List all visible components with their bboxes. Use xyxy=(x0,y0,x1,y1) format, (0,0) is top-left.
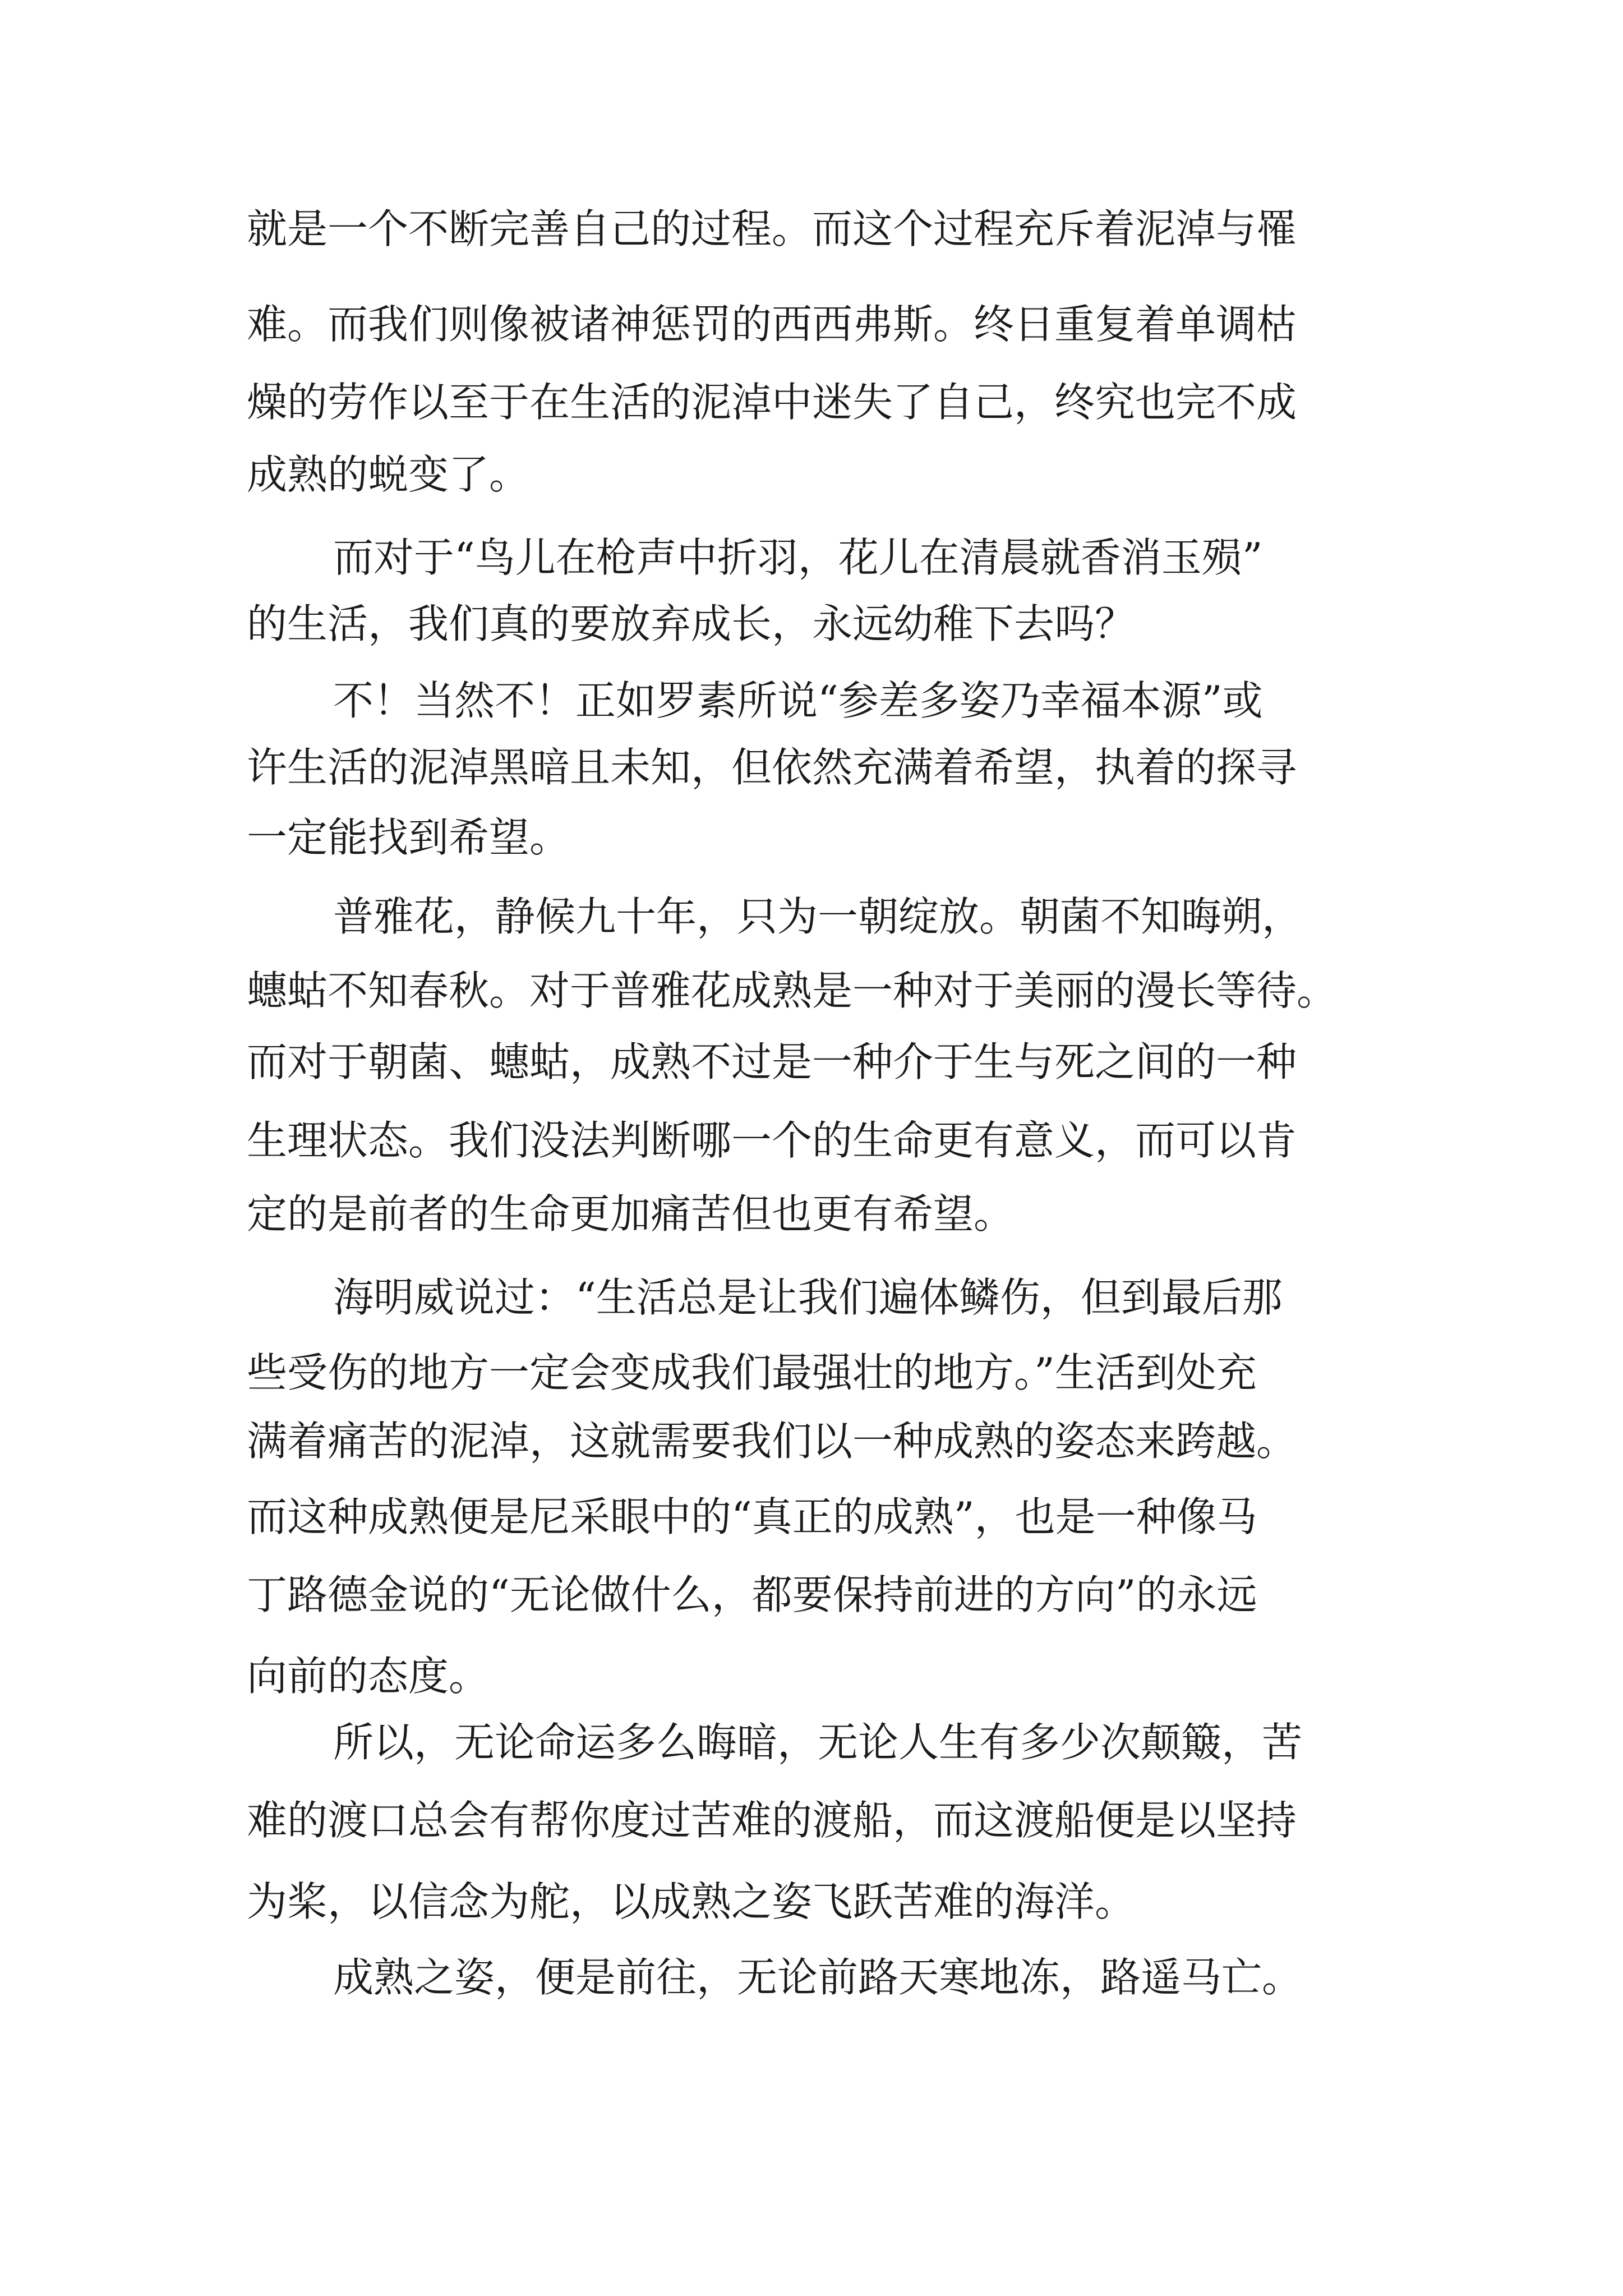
text-line: 而对于朝菌、蟪蛄，成熟不过是一种介于生与死之间的一种 xyxy=(247,1038,1297,1085)
text-line: 而这种成熟便是尼采眼中的“真正的成熟”，也是一种像马 xyxy=(247,1493,1257,1540)
text-line: 向前的态度。 xyxy=(247,1653,490,1700)
paragraph-first-line: 而对于“鸟儿在枪声中折羽，花儿在清晨就香消玉殒” xyxy=(333,534,1263,581)
text-line: 一定能找到希望。 xyxy=(247,814,570,861)
paragraph-first-line: 所以，无论命运多么晦暗，无论人生有多少次颠簸，苦 xyxy=(333,1719,1303,1766)
paragraph-first-line: 普雅花，静候九十年，只为一朝绽放。朝菌不知晦朔， xyxy=(333,893,1303,940)
text-line: 生理状态。我们没法判断哪一个的生命更有意义，而可以肯 xyxy=(247,1117,1297,1164)
text-line: 成熟的蜕变了。 xyxy=(247,451,530,498)
text-line: 燥的劳作以至于在生活的泥淖中迷失了自己，终究也完不成 xyxy=(247,379,1297,426)
text-line: 蟪蛄不知春秋。对于普雅花成熟是一种对于美丽的漫长等待。 xyxy=(247,967,1338,1014)
paragraph-first-line: 不！当然不！正如罗素所说“参差多姿乃幸福本源”或 xyxy=(333,677,1263,724)
text-line: 许生活的泥淖黑暗且未知，但依然充满着希望，执着的探寻 xyxy=(247,744,1297,791)
text-line: 丁路德金说的“无论做什么，都要保持前进的方向”的永远 xyxy=(247,1571,1257,1618)
paragraph-first-line: 成熟之姿，便是前往，无论前路天寒地冻，路遥马亡。 xyxy=(333,1954,1303,2001)
text-line: 难的渡口总会有帮你度过苦难的渡船，而这渡船便是以坚持 xyxy=(247,1797,1297,1844)
text-line: 难。而我们则像被诸神惩罚的西西弗斯。终日重复着单调枯 xyxy=(247,301,1297,348)
text-line: 的生活，我们真的要放弃成长，永远幼稚下去吗？ xyxy=(247,600,1136,647)
text-line: 就是一个不断完善自己的过程。而这个过程充斥着泥淖与罹 xyxy=(247,205,1297,252)
text-line: 些受伤的地方一定会变成我们最强壮的地方。”生活到处充 xyxy=(247,1349,1257,1396)
text-line: 为桨，以信念为舵，以成熟之姿飞跃苦难的海洋。 xyxy=(247,1878,1136,1925)
text-line: 定的是前者的生命更加痛苦但也更有希望。 xyxy=(247,1190,1015,1237)
text-line: 满着痛苦的泥淖，这就需要我们以一种成熟的姿态来跨越。 xyxy=(247,1418,1297,1465)
paragraph-first-line: 海明威说过：“生活总是让我们遍体鳞伤，但到最后那 xyxy=(333,1274,1283,1321)
